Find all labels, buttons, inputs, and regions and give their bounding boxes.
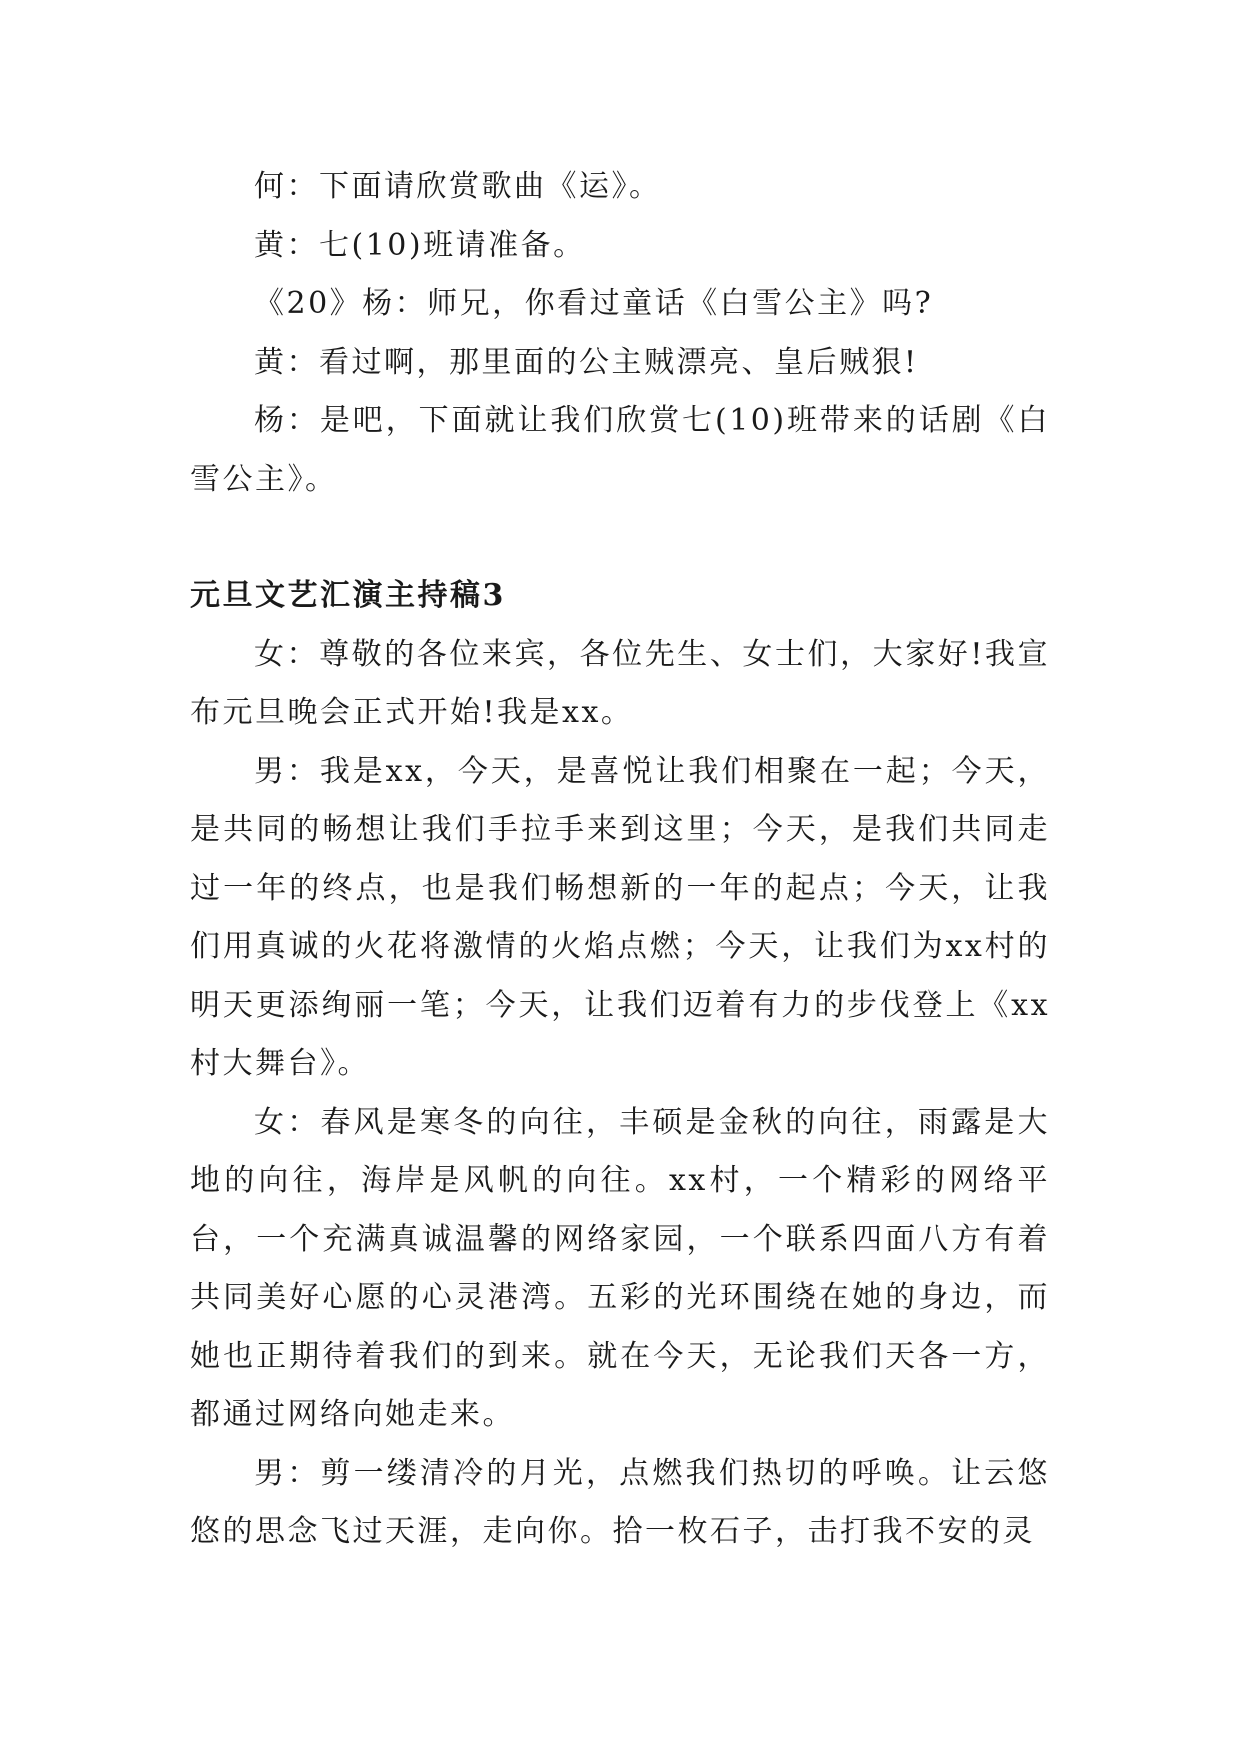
section-gap bbox=[190, 509, 1050, 567]
document-body bbox=[190, 158, 1050, 1562]
paragraph-yang-drama: 杨：是吧，下面就让我们欣赏七(10)班带来的话剧《白雪公主》。 bbox=[190, 403, 1050, 497]
section-title: 元旦文艺汇演主持稿3 bbox=[190, 578, 506, 613]
paragraph-yang-question: 《20》杨：师兄，你看过童话《白雪公主》吗? bbox=[254, 286, 934, 321]
paragraph-female-spring: 女：春风是寒冬的向往，丰硕是金秋的向往，雨露是大地的向往，海岸是风帆的向往。xx村，一个精彩的网络平台，一个充满真诚温馨的网络家园，一个联系四面八方有着共同美好心愿的心灵港湾。五彩的光环围绕在她的身边，而她也正期待着我们的到来。就在今天，无论我们天各一方，都通过网络向她走来。 bbox=[190, 1104, 1050, 1432]
paragraph-male-today: 男：我是xx，今天，是喜悦让我们相聚在一起；今天，是共同的畅想让我们手拉手来到这里；今天，是我们共同走过一年的终点，也是我们畅想新的一年的起点；今天，让我们用真诚的火花将激情的火焰点燃；今天，让我们为xx村的明天更添绚丽一笔；今天，让我们迈着有力的步伐登上《xx村大舞台》。 bbox=[190, 753, 1050, 1081]
paragraph-he-song: 何：下面请欣赏歌曲《运》。 bbox=[254, 169, 662, 204]
paragraph-huang-answer: 黄：看过啊，那里面的公主贼漂亮、皇后贼狠! bbox=[254, 344, 919, 380]
paragraph-male-moonlight: 男：剪一缕清冷的月光，点燃我们热切的呼唤。让云悠悠的思念飞过天涯，走向你。拾一枚石子，击打我不安的灵 bbox=[190, 1455, 1050, 1549]
paragraph-female-opening: 女：尊敬的各位来宾，各位先生、女士们，大家好!我宣布元旦晚会正式开始!我是xx。 bbox=[190, 636, 1050, 730]
paragraph-huang-prepare: 黄：七(10)班请准备。 bbox=[254, 227, 586, 263]
